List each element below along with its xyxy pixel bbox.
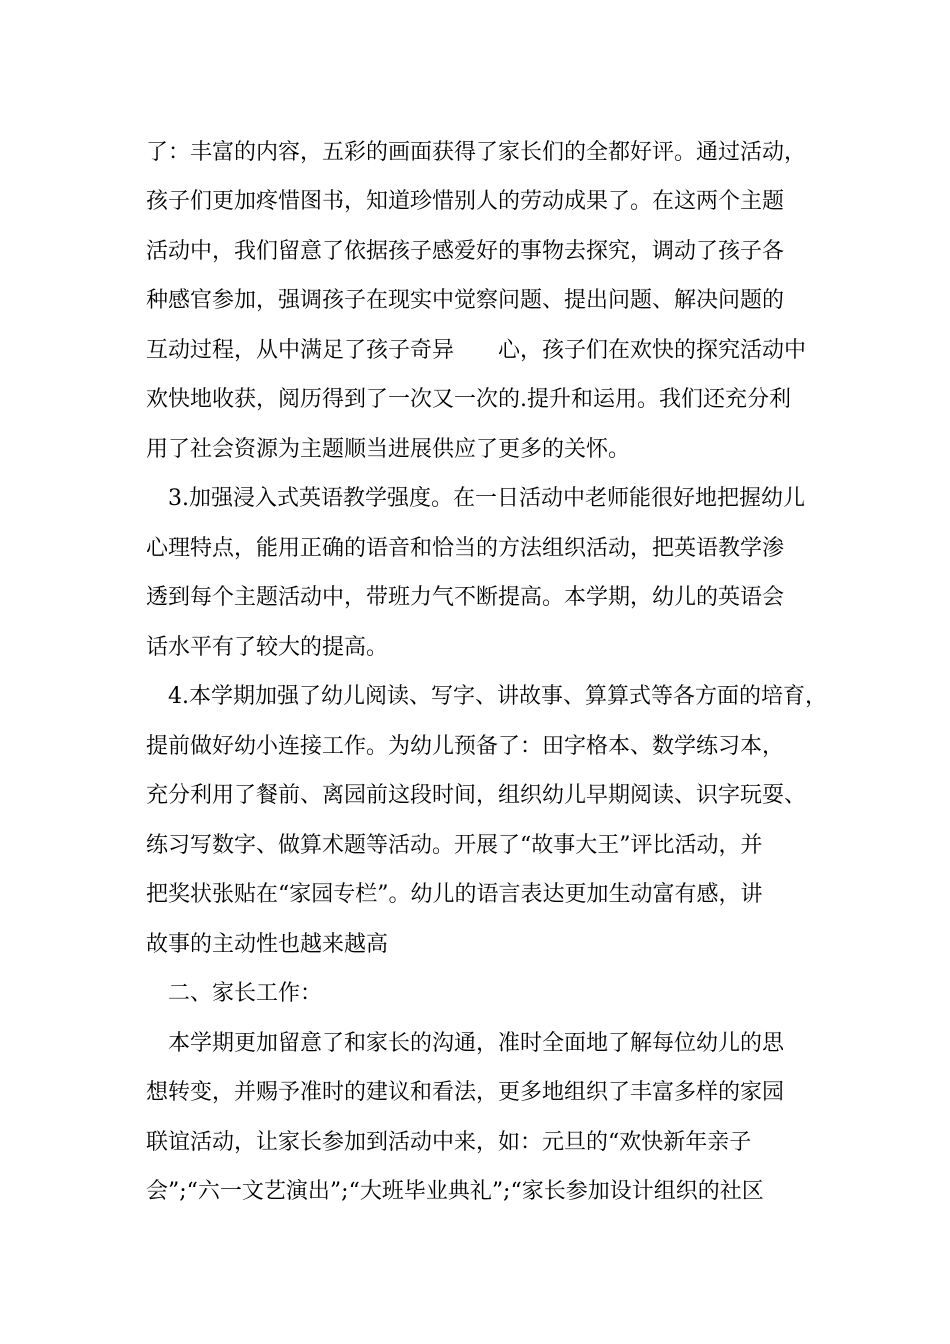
text-line: 把奖状张贴在“家园专栏”。幼儿的语言表达更加生动富有感，讲 <box>146 882 763 907</box>
text-line: 活动中，我们留意了依据孩子感爱好的事物去探究，调动了孩子各 <box>146 239 785 264</box>
section-heading: 二、家长工作： <box>146 981 323 1006</box>
text-line: 联谊活动，让家长参加到活动中来，如：元旦的“欢快新年亲子 <box>146 1130 752 1155</box>
paragraph-start-line: 3.加强浸入式英语教学强度。在一日活动中老师能很好地把握幼儿 <box>146 486 805 511</box>
text-line: 充分利用了餐前、离园前这段时间，组织幼儿早期阅读、识字玩耍、 <box>146 783 807 808</box>
text-line: 透到每个主题活动中，带班力气不断提高。本学期，幼儿的英语会 <box>146 585 785 610</box>
text-line: 练习写数字、做算术题等活动。开展了“故事大王”评比活动，并 <box>146 833 763 858</box>
text-line: 话水平有了较大的提高。 <box>146 635 389 660</box>
text-line: 种感官参加，强调孩子在现实中觉察问题、提出问题、解决问题的 <box>146 288 785 313</box>
paragraph-start-line: 本学期更加留意了和家长的沟通，准时全面地了解每位幼儿的思 <box>146 1031 785 1056</box>
text-line: 互动过程，从中满足了孩子奇异 心，孩子们在欢快的探究活动中 <box>146 338 807 363</box>
text-line: 了：丰富的内容，五彩的画面获得了家长们的全都好评。通过活动， <box>146 140 807 165</box>
text-line: 心理特点，能用正确的语音和恰当的方法组织活动，把英语教学渗 <box>146 536 785 561</box>
text-line: 故事的主动性也越来越高 <box>146 932 389 957</box>
text-line: 用了社会资源为主题顺当进展供应了更多的关怀。 <box>146 437 631 462</box>
text-line: 会”;“六一文艺演出”;“大班毕业典礼”;“家长参加设计组织的社区 <box>146 1179 764 1204</box>
text-line: 孩子们更加疼惜图书，知道珍惜别人的劳动成果了。在这两个主题 <box>146 189 785 214</box>
text-line: 想转变，并赐予准时的建议和看法，更多地组织了丰富多样的家园 <box>146 1080 785 1105</box>
paragraph-start-line: 4.本学期加强了幼儿阅读、写字、讲故事、算算式等各方面的培育， <box>146 684 827 709</box>
text-line: 欢快地收获，阅历得到了一次又一次的.提升和运用。我们还充分利 <box>146 387 791 412</box>
text-line: 提前做好幼小连接工作。为幼儿预备了：田字格本、数学练习本， <box>146 734 785 759</box>
